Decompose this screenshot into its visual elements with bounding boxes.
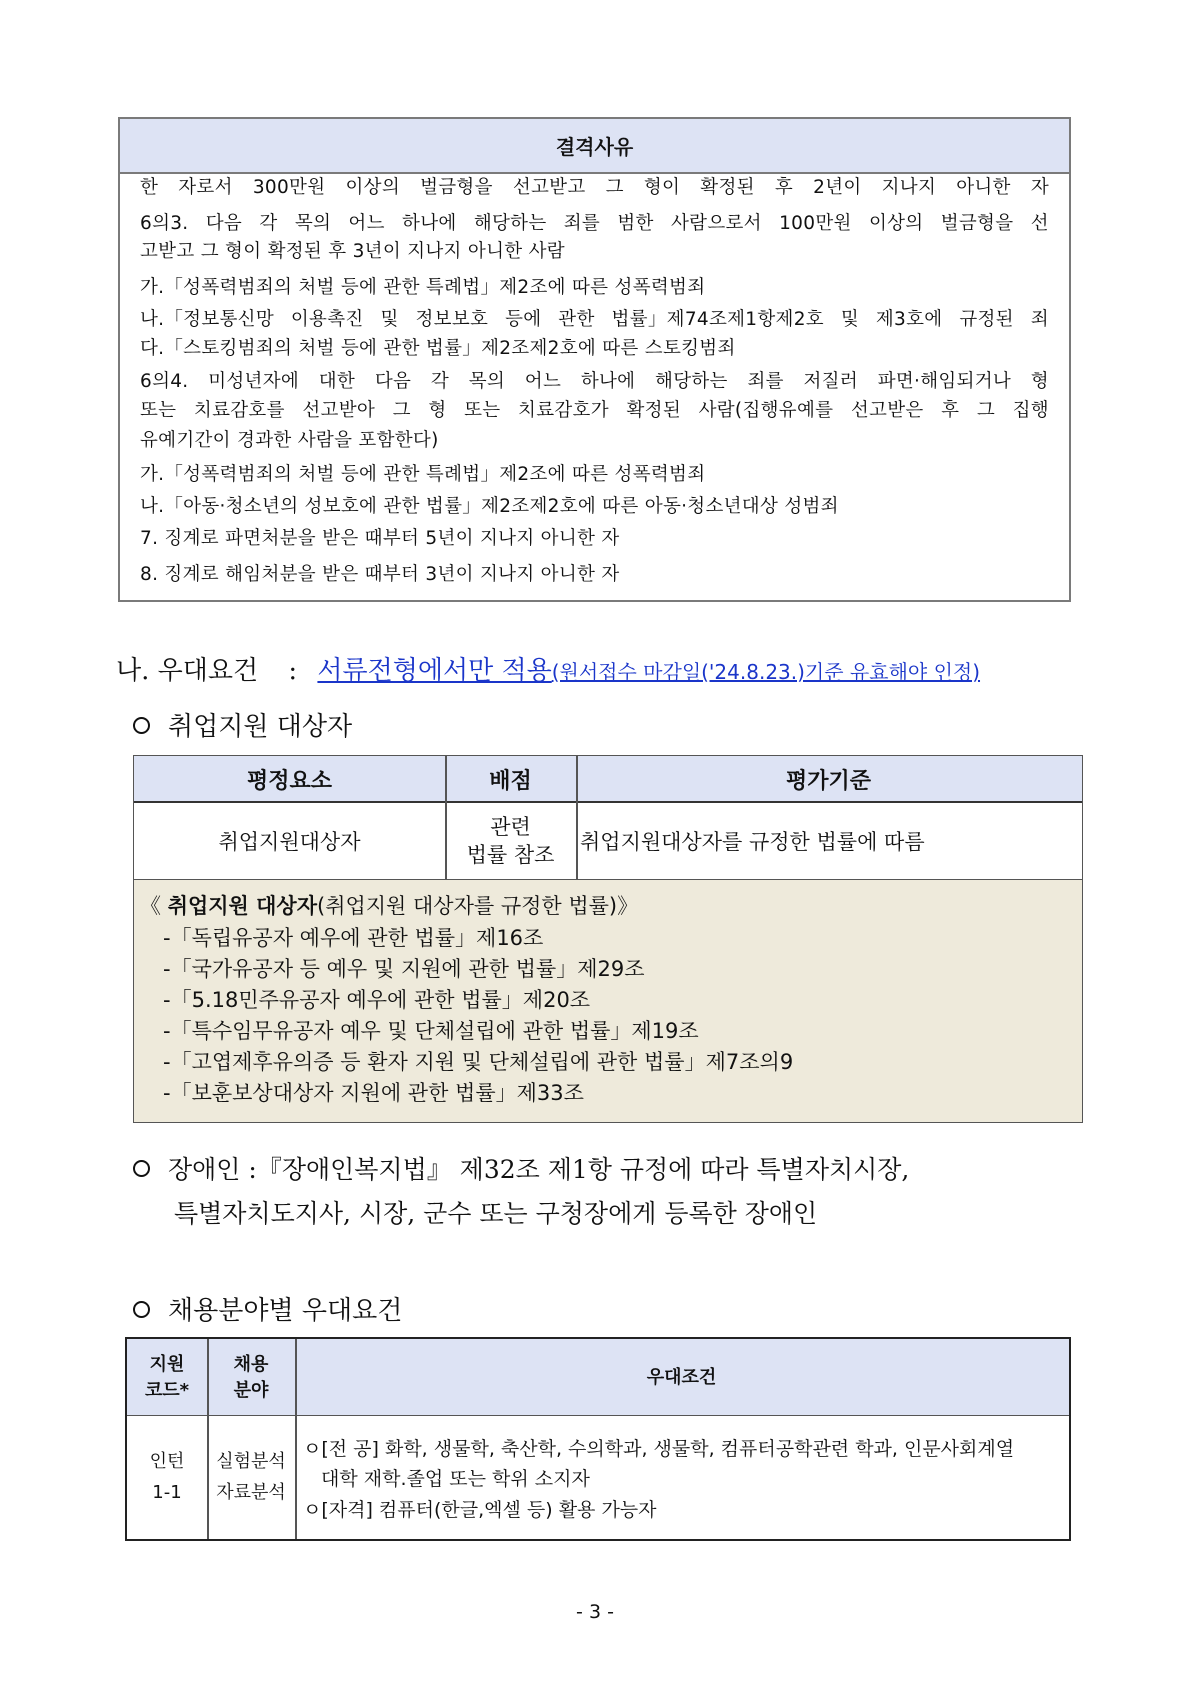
word: 형 [1030, 371, 1049, 392]
header-condition: 우대조건 [646, 1366, 717, 1388]
disqualification-line-0 [140, 177, 1049, 199]
note-title [140, 890, 638, 920]
row-code-line2: 1-1 [152, 1482, 182, 1503]
word: 선고받아 [302, 400, 376, 421]
disqualification-line-3: 가.「성폭력범죄의 처벌 등에 관한 특례법」제2조에 따른 성폭력범죄 [140, 277, 706, 298]
condition-line-0: ㅇ[전 공] 화학, 생물학, 축산학, 수의학과, 생물학, 컴퓨터공학관련 학과, 인문사회계열 [303, 1438, 1015, 1460]
word: 치료감호가 [518, 400, 609, 421]
word: 각 [430, 371, 450, 392]
word: 죄를 [747, 371, 784, 392]
disqualification-line-2: 고받고 그 형이 확정된 후 3년이 지나지 아니한 사람 [140, 241, 565, 262]
row-code [127, 1416, 207, 1538]
note-open-bracket: 《 [140, 894, 161, 918]
circle-bullet-icon [133, 717, 150, 734]
row-field-line2: 자료분석 [216, 1482, 286, 1503]
word: 치료감호를 [193, 400, 285, 421]
header-field [207, 1339, 295, 1416]
word: 지나지 [881, 177, 937, 198]
header-code [127, 1339, 207, 1416]
disqualification-line-6 [140, 371, 1049, 393]
word: 또는 [140, 400, 177, 421]
word: 규정된 [959, 309, 1014, 330]
note-law-2: -「5.18민주유공자 예우에 관한 법률」제20조 [163, 988, 591, 1012]
word: 벌금형을 [940, 213, 1014, 234]
word: 사람으로서 [670, 213, 762, 234]
word: 확정된 [626, 400, 681, 421]
disabled-line-1-text: 장애인 :『장애인복지법』 제32조 제1항 규정에 따라 특별자치시장, [168, 1155, 910, 1184]
word: 후 [774, 177, 794, 198]
disqualification-line-11: 7. 징계로 파면처분을 받은 때부터 5년이 지나지 아니한 자 [140, 528, 620, 549]
field-pref-heading-text: 채용분야별 우대요건 [168, 1296, 403, 1326]
page-number: - 3 - [576, 1601, 614, 1623]
note-title-bold: 취업지원 대상자 [167, 894, 317, 918]
section-na-note: (원서접수 마감일('24.8.23.)기준 유효해야 인정) [551, 660, 981, 684]
word: 죄 [1030, 309, 1049, 330]
circle-bullet-icon [133, 1160, 150, 1177]
word: 이상의 [345, 177, 400, 198]
word: 나.「정보통신망 [140, 309, 275, 330]
disqualification-line-10: 나.「아동·청소년의 성보호에 관한 법률」제2조제2호에 따른 아동·청소년대상 성범죄 [140, 496, 839, 517]
employment-support-heading [133, 706, 352, 743]
note-law-1: -「국가유공자 등 예우 및 지원에 관한 법률」제29조 [163, 957, 645, 981]
disqualification-table [118, 117, 1071, 602]
word: 범한 [617, 213, 654, 234]
note-law-4: -「고엽제후유의증 등 환자 지원 및 단체설립에 관한 법률」제7조의9 [163, 1050, 794, 1074]
word: 사람(집행유예를 [698, 400, 834, 421]
note-law-0: -「독립유공자 예우에 관한 법률」제16조 [163, 926, 544, 950]
word: 또는 [464, 400, 501, 421]
disabled-line-2: 특별자치도지사, 시장, 군수 또는 구청장에게 등록한 장애인 [174, 1199, 818, 1228]
word: 벌금형을 [420, 177, 493, 198]
row-element: 취업지원대상자 [218, 830, 361, 854]
word: 목의 [294, 213, 332, 234]
word: 2년이 [813, 177, 862, 198]
word: 자로서 [178, 177, 233, 198]
section-na-highlight: 서류전형에서만 적용 [317, 656, 552, 686]
row-field-line1: 실험분석 [216, 1451, 286, 1472]
word: 다음 [374, 371, 412, 392]
disqualification-header: 결격사유 [120, 119, 1069, 174]
word: 선고받고 [512, 177, 586, 198]
employment-support-note [134, 879, 1082, 1122]
disqualification-line-8: 유예기간이 경과한 사람을 포함한다) [140, 430, 439, 451]
row-score-line1: 관련 [490, 815, 531, 839]
word: 아니한 [956, 177, 1011, 198]
word: 죄를 [563, 213, 601, 234]
condition-line-2: ㅇ[자격] 컴퓨터(한글,엑셀 등) 활용 가능자 [303, 1499, 657, 1521]
row-code-line1: 인턴 [149, 1451, 185, 1472]
word: 하나에 [402, 213, 457, 234]
word: 다음 [205, 213, 243, 234]
word: 대한 [318, 371, 356, 392]
word: 확정된 [700, 177, 755, 198]
disqualification-line-5: 다.「스토킹범죄의 처벌 등에 관한 법률」제2조제2호에 따른 스토킹범죄 [140, 338, 736, 359]
word: 형 [428, 400, 447, 421]
section-na-colon: : [288, 656, 298, 686]
word: 이용촉진 [290, 309, 364, 330]
word: 이상의 [868, 213, 924, 234]
note-law-3: -「특수임무유공자 예우 및 단체설립에 관한 법률」제19조 [163, 1019, 699, 1043]
word: 각 [259, 213, 278, 234]
word: 선 [1030, 213, 1049, 234]
header-score: 배점 [489, 769, 532, 794]
word: 자 [1030, 177, 1049, 198]
disqualification-line-1 [140, 213, 1049, 235]
word: 미성년자에 [208, 371, 300, 392]
field-pref-heading [133, 1290, 402, 1327]
employment-support-heading-text: 취업지원 대상자 [168, 712, 353, 742]
header-field-line2: 분야 [233, 1379, 269, 1401]
word: 그 [392, 400, 411, 421]
disqualification-line-7 [140, 400, 1049, 422]
word: 등에 [505, 309, 542, 330]
note-title-rest: (취업지원 대상자를 규정한 법률)》 [317, 894, 639, 918]
word: 어느 [524, 371, 562, 392]
word: 6의3. [140, 213, 189, 234]
word: 및 [840, 309, 859, 330]
word: 그 [976, 400, 996, 421]
word: 관한 [558, 309, 595, 330]
disqualification-line-4 [140, 309, 1049, 331]
section-na-title: 나. 우대요건 [116, 656, 259, 686]
row-field [207, 1416, 295, 1538]
row-score-line2: 법률 참조 [466, 843, 555, 867]
word: 300만원 [252, 177, 326, 198]
word: 저질러 [803, 371, 858, 392]
word: 파면·해임되거나 [877, 371, 1012, 392]
word: 하나에 [580, 371, 636, 392]
word: 한 [140, 177, 159, 198]
header-criteria: 평가기준 [785, 769, 871, 794]
condition-line-1: 대학 재학.졸업 또는 학위 소지자 [321, 1468, 590, 1490]
row-criteria: 취업지원대상자를 규정한 법률에 따름 [580, 830, 925, 854]
word: 형이 [643, 177, 681, 198]
employment-support-table [133, 755, 1083, 1123]
word: 선고받은 [850, 400, 924, 421]
row-score [445, 803, 576, 879]
word: 제3호에 [875, 309, 943, 330]
header-code-line2: 코드* [144, 1379, 190, 1401]
word: 6의4. [140, 371, 189, 392]
word: 목의 [468, 371, 506, 392]
word: 후 [941, 400, 960, 421]
word: 해당하는 [655, 371, 728, 392]
header-code-line1: 지원 [149, 1353, 185, 1375]
disqualification-line-12: 8. 징계로 해임처분을 받은 때부터 3년이 지나지 아니한 자 [140, 564, 620, 585]
disqualification-line-9: 가.「성폭력범죄의 처벌 등에 관한 특례법」제2조에 따른 성폭력범죄 [140, 464, 706, 485]
section-na-heading [116, 650, 980, 687]
note-law-5: -「보훈보상대상자 지원에 관한 법률」제33조 [163, 1081, 584, 1105]
word: 법률」제74조제1항제2호 [611, 309, 824, 330]
word: 그 [605, 177, 624, 198]
circle-bullet-icon [133, 1301, 150, 1318]
word: 집행 [1012, 400, 1049, 421]
disabled-line-1 [133, 1150, 909, 1186]
word: 해당하는 [473, 213, 547, 234]
word: 어느 [348, 213, 385, 234]
header-field-line1: 채용 [233, 1353, 269, 1375]
word: 및 [380, 309, 399, 330]
header-element: 평정요소 [246, 769, 332, 794]
word: 정보보호 [415, 309, 489, 330]
word: 100만원 [779, 213, 852, 234]
field-pref-table [125, 1337, 1071, 1541]
